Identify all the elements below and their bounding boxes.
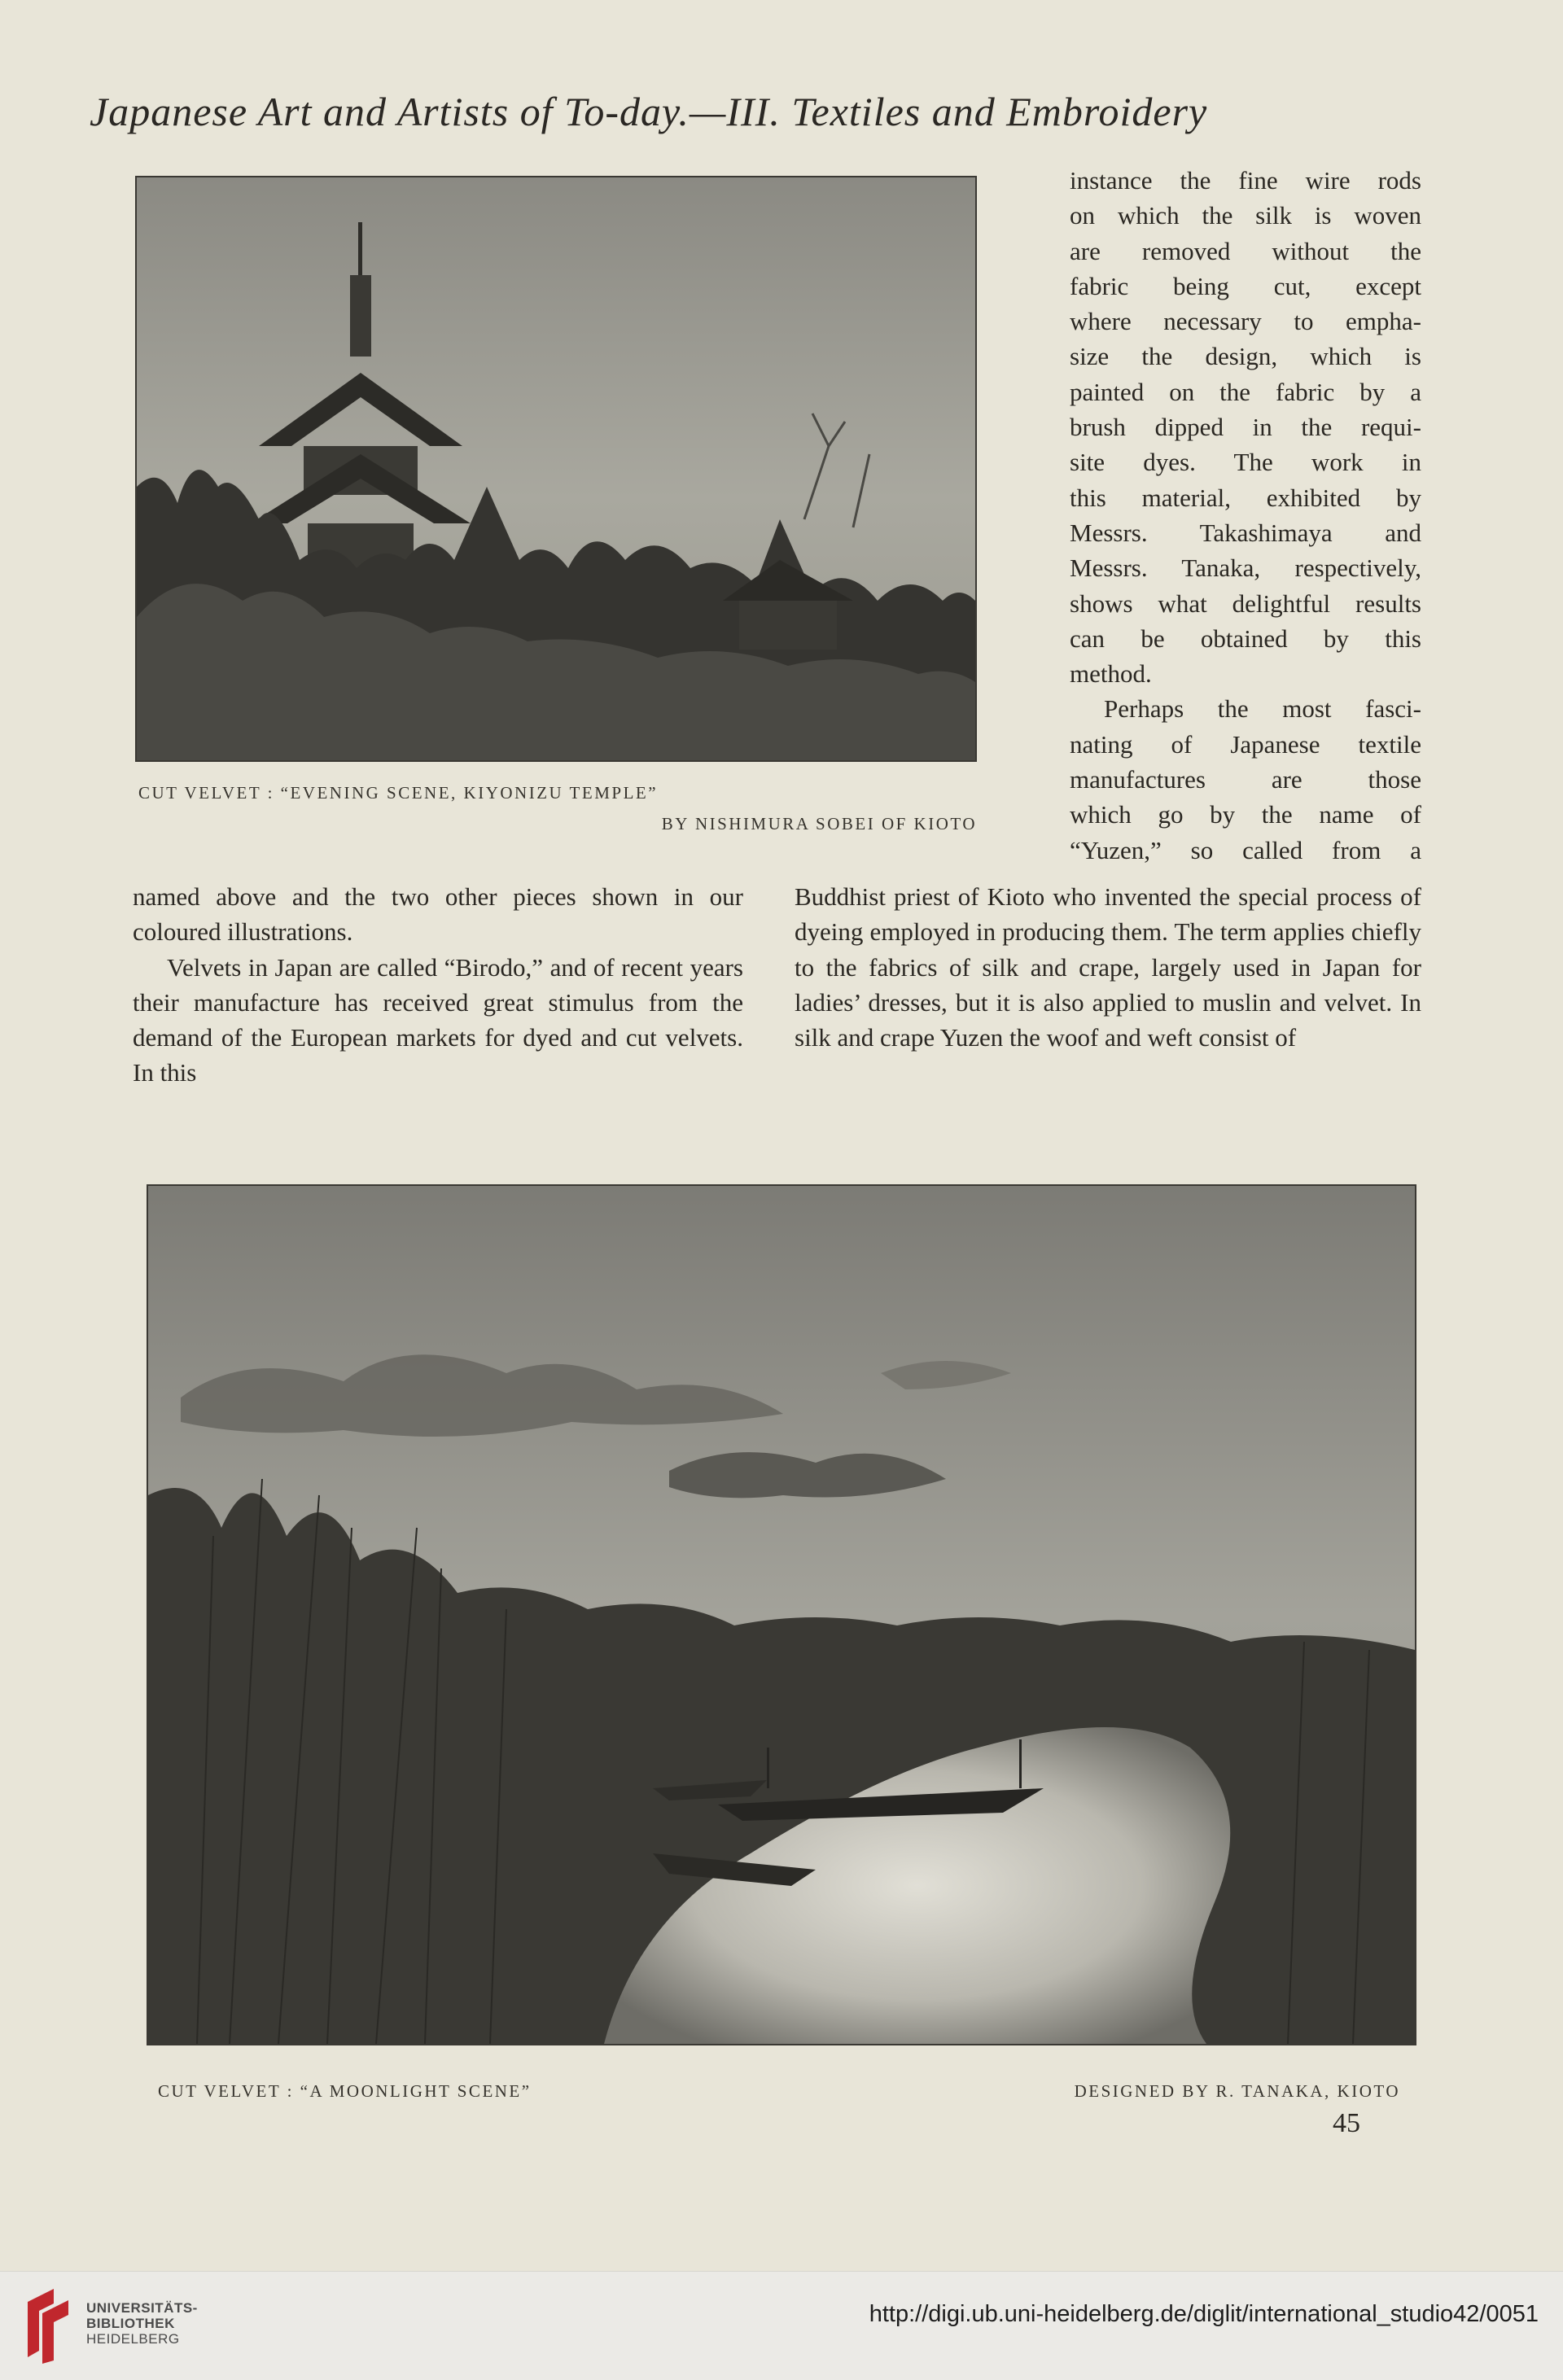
text-line: are removed without the [1070,236,1421,265]
library-name-line: BIBLIOTHEK [86,2316,175,2331]
page-number: 45 [1333,2108,1360,2138]
library-name-line: UNIVERSITÄTS- [86,2300,198,2316]
text-line: instance the fine wire rods [1070,166,1421,195]
caption-bottom-title: CUT VELVET : “A MOONLIGHT SCENE” [158,2081,532,2101]
text-line: this material, exhibited by [1070,483,1421,512]
caption-top-title: CUT VELVET : “EVENING SCENE, KIYONIZU TEMPLE” [138,783,659,803]
text-line: nating of Japanese textile [1070,729,1421,759]
plate-evening-scene [135,176,977,762]
text-line: “Yuzen,” so called from a [1070,835,1421,864]
text-column-left [133,879,743,1091]
text-line: site dyes. The work in [1070,448,1421,477]
text-line: where necessary to empha- [1070,307,1421,336]
text-column-right [795,879,1421,1055]
text-line: painted on the fabric by a [1070,377,1421,406]
running-head: Japanese Art and Artists of To-day.—III. Textiles and Embroidery [90,89,1208,134]
moonlight-image [148,1186,1415,2044]
library-name-line: HEIDELBERG [86,2331,180,2347]
text-line: fabric being cut, except [1070,271,1421,300]
text-line: Perhaps the most fasci- [1104,694,1421,724]
text-line: Messrs. Tanaka, respectively, [1070,553,1421,583]
caption-top-credit: BY NISHIMURA SOBEI OF KIOTO [661,814,977,833]
library-logo-icon [21,2286,75,2364]
library-name [86,2300,198,2347]
paragraph-buddhist-priest: Buddhist priest of Kioto who invented the special process of dyeing employed in producing them. The term applies chiefly to the fabrics of silk and crape, largely used in Japan for ladies’ dresses, but it is also applied to muslin and velvet. In silk and crape Yuzen the woof and weft consist of [795,882,1421,1052]
text-line: shows what delightful results [1070,588,1421,618]
text-line: manufactures are those [1070,765,1421,794]
text-column-right-upper [1070,163,1421,868]
text-line: method. [1070,659,1152,689]
text-line: can be obtained by this [1070,623,1421,653]
paragraph-birodo: Velvets in Japan are called “Birodo,” and of recent years their manufacture has received great stimulus from the demand of the European markets for dyed and cut velvets. In this [133,952,743,1087]
text-line: which go by the name of [1070,800,1421,829]
text-line: on which the silk is woven [1070,201,1421,230]
text-line: size the design, which is [1070,342,1421,371]
paragraph-coloured-illustrations: named above and the two other pieces shown in our coloured illustrations. [133,882,743,947]
caption-bottom-credit: DESIGNED BY R. TANAKA, KIOTO [1074,2081,1400,2101]
text-line: brush dipped in the requi- [1070,413,1421,442]
pagoda-image [137,177,975,760]
text-line: Messrs. Takashimaya and [1070,518,1421,547]
paragraph-velvet-method [1070,163,1421,691]
source-url-link[interactable]: http://digi.ub.uni-heidelberg.de/diglit/international_studio42/0051 [869,2301,1539,2327]
paragraph-yuzen-intro [1070,691,1421,867]
plate-moonlight-scene [147,1184,1416,2045]
